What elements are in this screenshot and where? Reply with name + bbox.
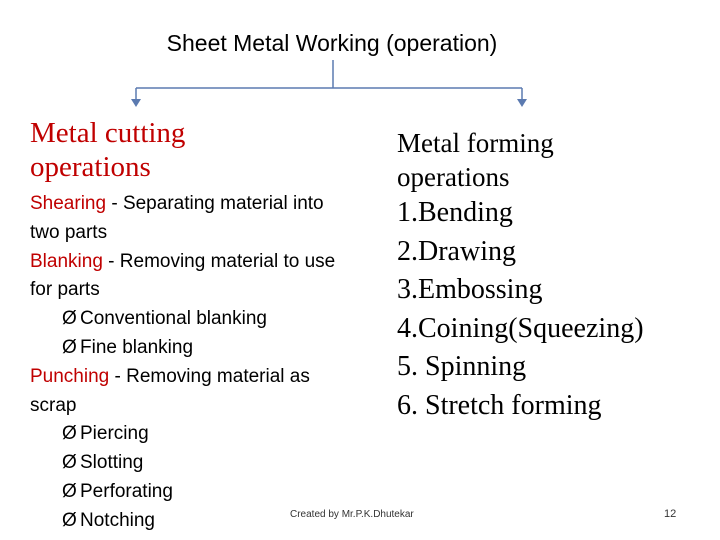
blanking-type-item [30,334,390,363]
blanking-type-item [30,305,390,334]
punching-type-label: Piercing [80,423,149,445]
punching-entry [30,363,390,392]
punching-type-label: Slotting [80,452,144,474]
forming-item: 5. Spinning [397,351,527,382]
bullet-arrow-icon: Ø [62,509,77,531]
blanking-description: - Removing material to use [102,250,336,272]
forming-heading-line2: operations [397,162,510,192]
cutting-heading-line2: operations [30,151,151,183]
blanking-entry [30,248,390,277]
forming-item: 4.Coining(Squeezing) [397,312,644,344]
forming-heading-line1: Metal forming [397,128,554,158]
shearing-entry [30,190,390,219]
forming-item: 3.Embossing [397,274,543,305]
punching-description-cont: scrap [30,394,77,416]
cutting-operations-list [30,190,390,536]
bullet-arrow-icon: Ø [62,423,77,445]
cutting-heading-line1: Metal cutting [30,117,186,149]
cutting-heading [30,116,185,184]
connector-left-arrowhead [131,99,141,107]
blanking-type-label: Conventional blanking [80,308,267,330]
punching-type-item [30,420,390,449]
footer-credit: Created by Mr.P.K.Dhutekar [290,509,414,520]
forming-item: 1.Bending [397,197,513,228]
bullet-arrow-icon: Ø [62,308,77,330]
blanking-type-label: Fine blanking [80,336,194,358]
punching-term: Punching [30,365,110,387]
bullet-arrow-icon: Ø [62,336,77,358]
shearing-term: Shearing [30,193,107,214]
punching-type-label: Notching [80,509,155,531]
shearing-description-cont: two parts [30,221,108,243]
connector-diagram [0,0,720,130]
forming-operations-list [397,194,644,425]
forming-heading [397,126,554,194]
punching-description: - Removing material as [109,365,310,387]
punching-type-item [30,449,390,478]
forming-item: 2.Drawing [397,235,516,267]
blanking-term: Blanking [30,250,103,272]
connector-right-arrowhead [517,99,527,107]
page-title: Sheet Metal Working (operation) [166,30,498,56]
punching-type-item [30,478,390,507]
forming-item: 6. Stretch forming [397,389,602,421]
shearing-description: - Separating material into [106,193,324,214]
bullet-arrow-icon: Ø [62,480,77,502]
bullet-arrow-icon: Ø [62,452,77,474]
blanking-description-cont: for parts [30,279,100,301]
page-number: 12 [664,508,677,520]
punching-type-label: Perforating [80,480,173,502]
